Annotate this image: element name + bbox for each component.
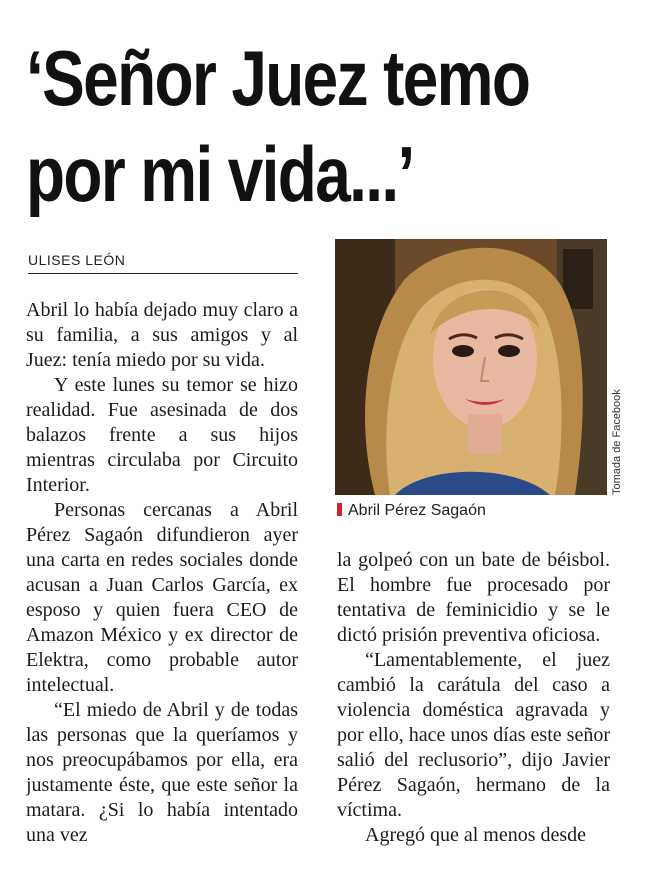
- portrait-photo: [335, 239, 607, 495]
- paragraph-7: Agregó que al menos desde: [365, 824, 587, 846]
- paragraph-1: Abril lo había dejado muy claro a su familia, a sus amigos y al Juez: tenía miedo por su vida.: [26, 299, 298, 371]
- article-column-right: [337, 548, 610, 885]
- headline: [26, 30, 530, 222]
- headline-line-1: ‘Señor Juez temo: [26, 34, 530, 122]
- byline: ULISES LEÓN: [28, 252, 126, 268]
- paragraph-5: la golpeó con un bate de béisbol. El hombre fue procesado por tentativa de feminicidio y se le dictó prisión preventiva oficiosa.: [337, 549, 610, 646]
- byline-divider: [28, 273, 298, 274]
- photo-credit: Tomada de Facebook: [611, 389, 623, 495]
- caption-marker: [337, 503, 342, 516]
- paragraph-6: “Lamentablemente, el juez cambió la carátula del caso a violencia doméstica agravada y por ello, hace unos días este señor salió del reclusorio”, dijo Javier Pérez Sagaón, hermano de la víctima.: [337, 649, 610, 821]
- paragraph-2: Y este lunes su temor se hizo realidad. Fue asesinada de dos balazos frente a sus hijos mientras circulaba por Circuito Interior.: [26, 374, 298, 496]
- caption-text: Abril Pérez Sagaón: [348, 502, 486, 519]
- headline-line-2: por mi vida...’: [26, 130, 414, 218]
- paragraph-3: Personas cercanas a Abril Pérez Sagaón difundieron ayer una carta en redes sociales donde acusan a Juan Carlos García, ex esposo y quien fuera CEO de Amazon México y ex director de Elektra, como probable autor intelectual.: [26, 499, 298, 696]
- paragraph-4: “El miedo de Abril y de todas las personas que la queríamos y nos preocupábamos por ella, era justamente éste, que este señor la matara. ¿Si lo había intentado una vez: [26, 699, 298, 846]
- photo-caption: [337, 502, 486, 520]
- article-column-left: [26, 298, 298, 885]
- portrait-image: [335, 239, 607, 495]
